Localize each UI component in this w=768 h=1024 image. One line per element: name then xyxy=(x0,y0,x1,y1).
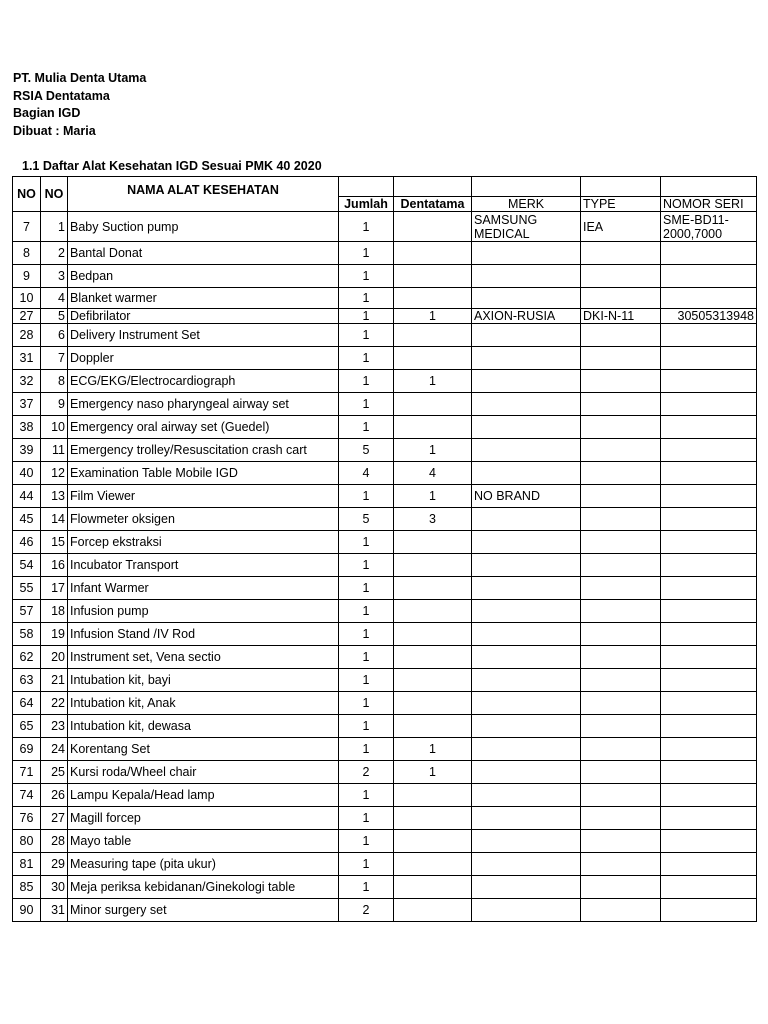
cell-no1: 85 xyxy=(13,876,41,899)
table-row xyxy=(13,212,757,242)
cell-no2: 21 xyxy=(41,669,68,692)
cell-no1: 90 xyxy=(13,899,41,922)
cell-no2: 30 xyxy=(41,876,68,899)
cell-dentatama: 1 xyxy=(394,485,472,508)
cell-no1: 46 xyxy=(13,531,41,554)
table-row xyxy=(13,416,757,439)
cell-no1: 45 xyxy=(13,508,41,531)
cell-nama: Emergency trolley/Resuscitation crash cart xyxy=(68,439,339,462)
header-blank-jumlah xyxy=(339,177,394,197)
table-row xyxy=(13,853,757,876)
cell-jumlah: 1 xyxy=(339,876,394,899)
table-row xyxy=(13,830,757,853)
cell-nama: Film Viewer xyxy=(68,485,339,508)
cell-jumlah: 1 xyxy=(339,309,394,324)
cell-type xyxy=(581,623,661,646)
header-blank-merk xyxy=(472,177,581,197)
cell-merk xyxy=(472,462,581,485)
cell-nama: Measuring tape (pita ukur) xyxy=(68,853,339,876)
cell-nama: Intubation kit, Anak xyxy=(68,692,339,715)
cell-dentatama: 3 xyxy=(394,508,472,531)
cell-nomor-seri xyxy=(661,485,757,508)
cell-nomor-seri xyxy=(661,439,757,462)
cell-no1: 58 xyxy=(13,623,41,646)
cell-no2: 26 xyxy=(41,784,68,807)
cell-type xyxy=(581,669,661,692)
cell-nama: Meja periksa kebidanan/Ginekologi table xyxy=(68,876,339,899)
table-row xyxy=(13,646,757,669)
cell-type: IEA xyxy=(581,212,661,242)
cell-no2: 16 xyxy=(41,554,68,577)
table-row xyxy=(13,715,757,738)
cell-merk: NO BRAND xyxy=(472,485,581,508)
cell-type xyxy=(581,899,661,922)
cell-jumlah: 1 xyxy=(339,212,394,242)
cell-merk xyxy=(472,554,581,577)
cell-jumlah: 1 xyxy=(339,393,394,416)
cell-no2: 13 xyxy=(41,485,68,508)
cell-merk: SAMSUNG MEDICAL xyxy=(472,212,581,242)
cell-jumlah: 1 xyxy=(339,324,394,347)
cell-nama: Emergency naso pharyngeal airway set xyxy=(68,393,339,416)
cell-no2: 6 xyxy=(41,324,68,347)
created-by: Dibuat : Maria xyxy=(13,124,96,139)
cell-type xyxy=(581,462,661,485)
cell-jumlah: 1 xyxy=(339,370,394,393)
cell-dentatama xyxy=(394,577,472,600)
cell-nama: Instrument set, Vena sectio xyxy=(68,646,339,669)
cell-jumlah: 1 xyxy=(339,646,394,669)
cell-nama: Intubation kit, bayi xyxy=(68,669,339,692)
cell-merk xyxy=(472,715,581,738)
table-row xyxy=(13,738,757,761)
header-merk: MERK xyxy=(472,197,581,212)
table-row xyxy=(13,577,757,600)
cell-jumlah: 2 xyxy=(339,761,394,784)
cell-no1: 57 xyxy=(13,600,41,623)
cell-type xyxy=(581,692,661,715)
table-row xyxy=(13,485,757,508)
cell-type xyxy=(581,554,661,577)
cell-nomor-seri xyxy=(661,554,757,577)
cell-type xyxy=(581,646,661,669)
cell-type xyxy=(581,600,661,623)
hospital-name: RSIA Dentatama xyxy=(13,88,110,103)
cell-jumlah: 1 xyxy=(339,600,394,623)
cell-nama: Infusion Stand /IV Rod xyxy=(68,623,339,646)
cell-merk xyxy=(472,738,581,761)
cell-dentatama xyxy=(394,623,472,646)
table-row xyxy=(13,899,757,922)
cell-jumlah: 1 xyxy=(339,577,394,600)
header-blank-seri xyxy=(661,177,757,197)
cell-nomor-seri xyxy=(661,265,757,288)
table-row xyxy=(13,531,757,554)
table-row xyxy=(13,462,757,485)
cell-dentatama xyxy=(394,288,472,309)
cell-no1: 62 xyxy=(13,646,41,669)
cell-type xyxy=(581,416,661,439)
cell-nama: Korentang Set xyxy=(68,738,339,761)
table-row xyxy=(13,692,757,715)
cell-dentatama: 1 xyxy=(394,370,472,393)
cell-nomor-seri xyxy=(661,393,757,416)
cell-nomor-seri xyxy=(661,531,757,554)
table-row xyxy=(13,669,757,692)
cell-no2: 14 xyxy=(41,508,68,531)
cell-nama: Delivery Instrument Set xyxy=(68,324,339,347)
cell-no1: 7 xyxy=(13,212,41,242)
cell-merk xyxy=(472,370,581,393)
cell-nomor-seri xyxy=(661,899,757,922)
cell-type xyxy=(581,761,661,784)
header-no2: NO xyxy=(41,177,68,212)
cell-nomor-seri xyxy=(661,577,757,600)
cell-nama: Mayo table xyxy=(68,830,339,853)
cell-no2: 15 xyxy=(41,531,68,554)
cell-type xyxy=(581,265,661,288)
cell-jumlah: 1 xyxy=(339,531,394,554)
cell-type xyxy=(581,807,661,830)
cell-type xyxy=(581,288,661,309)
cell-jumlah: 1 xyxy=(339,242,394,265)
cell-merk xyxy=(472,807,581,830)
cell-dentatama xyxy=(394,853,472,876)
cell-nomor-seri xyxy=(661,508,757,531)
cell-no1: 9 xyxy=(13,265,41,288)
cell-nomor-seri xyxy=(661,288,757,309)
cell-dentatama xyxy=(394,554,472,577)
cell-merk xyxy=(472,577,581,600)
cell-no1: 10 xyxy=(13,288,41,309)
cell-merk xyxy=(472,393,581,416)
cell-nama: Doppler xyxy=(68,347,339,370)
cell-merk xyxy=(472,600,581,623)
cell-no1: 31 xyxy=(13,347,41,370)
cell-no2: 10 xyxy=(41,416,68,439)
cell-no2: 27 xyxy=(41,807,68,830)
cell-no1: 28 xyxy=(13,324,41,347)
table-row xyxy=(13,370,757,393)
cell-type xyxy=(581,242,661,265)
cell-no1: 76 xyxy=(13,807,41,830)
cell-merk xyxy=(472,853,581,876)
cell-dentatama xyxy=(394,393,472,416)
cell-no1: 40 xyxy=(13,462,41,485)
cell-nama: Bantal Donat xyxy=(68,242,339,265)
cell-no1: 39 xyxy=(13,439,41,462)
cell-jumlah: 1 xyxy=(339,669,394,692)
cell-no1: 27 xyxy=(13,309,41,324)
header-blank-type xyxy=(581,177,661,197)
cell-type xyxy=(581,715,661,738)
cell-no2: 4 xyxy=(41,288,68,309)
cell-nama: Incubator Transport xyxy=(68,554,339,577)
cell-no2: 31 xyxy=(41,899,68,922)
cell-dentatama: 1 xyxy=(394,761,472,784)
cell-nama: Forcep ekstraksi xyxy=(68,531,339,554)
cell-type xyxy=(581,393,661,416)
cell-nomor-seri xyxy=(661,830,757,853)
cell-jumlah: 1 xyxy=(339,715,394,738)
cell-merk xyxy=(472,692,581,715)
cell-nomor-seri xyxy=(661,761,757,784)
cell-jumlah: 2 xyxy=(339,899,394,922)
cell-jumlah: 1 xyxy=(339,692,394,715)
cell-dentatama xyxy=(394,212,472,242)
cell-dentatama: 4 xyxy=(394,462,472,485)
cell-type xyxy=(581,738,661,761)
table-row xyxy=(13,324,757,347)
header-nomor-seri: NOMOR SERI xyxy=(661,197,757,212)
cell-no2: 17 xyxy=(41,577,68,600)
cell-jumlah: 1 xyxy=(339,288,394,309)
cell-nama: Infusion pump xyxy=(68,600,339,623)
cell-jumlah: 4 xyxy=(339,462,394,485)
cell-no1: 54 xyxy=(13,554,41,577)
cell-dentatama xyxy=(394,531,472,554)
cell-no1: 55 xyxy=(13,577,41,600)
cell-no2: 18 xyxy=(41,600,68,623)
cell-nomor-seri xyxy=(661,370,757,393)
cell-nama: Minor surgery set xyxy=(68,899,339,922)
cell-merk xyxy=(472,265,581,288)
cell-nomor-seri xyxy=(661,715,757,738)
cell-no2: 12 xyxy=(41,462,68,485)
cell-no2: 22 xyxy=(41,692,68,715)
cell-jumlah: 1 xyxy=(339,784,394,807)
cell-no2: 25 xyxy=(41,761,68,784)
cell-nomor-seri xyxy=(661,669,757,692)
table-row xyxy=(13,265,757,288)
cell-dentatama xyxy=(394,715,472,738)
cell-dentatama xyxy=(394,784,472,807)
cell-jumlah: 1 xyxy=(339,807,394,830)
cell-dentatama xyxy=(394,646,472,669)
header-no1: NO xyxy=(13,177,41,212)
cell-type xyxy=(581,347,661,370)
cell-nama: Intubation kit, dewasa xyxy=(68,715,339,738)
document-header xyxy=(13,70,146,141)
cell-merk xyxy=(472,416,581,439)
cell-dentatama xyxy=(394,830,472,853)
cell-nama: Defibrilator xyxy=(68,309,339,324)
cell-no2: 11 xyxy=(41,439,68,462)
cell-merk xyxy=(472,623,581,646)
cell-jumlah: 1 xyxy=(339,347,394,370)
table-row xyxy=(13,508,757,531)
equipment-table xyxy=(12,176,757,922)
cell-no1: 69 xyxy=(13,738,41,761)
cell-jumlah: 1 xyxy=(339,738,394,761)
cell-type xyxy=(581,830,661,853)
cell-nomor-seri xyxy=(661,876,757,899)
cell-type xyxy=(581,577,661,600)
cell-jumlah: 1 xyxy=(339,265,394,288)
cell-no2: 29 xyxy=(41,853,68,876)
cell-no2: 1 xyxy=(41,212,68,242)
cell-nama: Lampu Kepala/Head lamp xyxy=(68,784,339,807)
cell-nomor-seri xyxy=(661,462,757,485)
cell-nama: Infant Warmer xyxy=(68,577,339,600)
cell-type xyxy=(581,853,661,876)
table-row xyxy=(13,347,757,370)
table-row xyxy=(13,600,757,623)
cell-merk xyxy=(472,761,581,784)
table-row xyxy=(13,242,757,265)
cell-dentatama: 1 xyxy=(394,439,472,462)
cell-type xyxy=(581,370,661,393)
cell-merk xyxy=(472,646,581,669)
cell-no2: 20 xyxy=(41,646,68,669)
department-name: Bagian IGD xyxy=(13,106,81,121)
cell-nomor-seri xyxy=(661,646,757,669)
cell-jumlah: 1 xyxy=(339,485,394,508)
cell-merk xyxy=(472,242,581,265)
cell-merk xyxy=(472,288,581,309)
cell-jumlah: 5 xyxy=(339,439,394,462)
cell-dentatama xyxy=(394,876,472,899)
cell-dentatama xyxy=(394,600,472,623)
header-nama: NAMA ALAT KESEHATAN xyxy=(68,177,339,212)
cell-type xyxy=(581,439,661,462)
cell-no2: 23 xyxy=(41,715,68,738)
cell-nomor-seri xyxy=(661,807,757,830)
cell-nama: ECG/EKG/Electrocardiograph xyxy=(68,370,339,393)
cell-dentatama xyxy=(394,347,472,370)
section-title: 1.1 Daftar Alat Kesehatan IGD Sesuai PMK 40 2020 xyxy=(22,159,322,173)
cell-no1: 71 xyxy=(13,761,41,784)
header-type: TYPE xyxy=(581,197,661,212)
cell-nomor-seri xyxy=(661,242,757,265)
cell-nama: Blanket warmer xyxy=(68,288,339,309)
cell-no1: 8 xyxy=(13,242,41,265)
cell-no1: 44 xyxy=(13,485,41,508)
cell-dentatama xyxy=(394,416,472,439)
cell-jumlah: 1 xyxy=(339,830,394,853)
cell-no2: 7 xyxy=(41,347,68,370)
cell-no2: 5 xyxy=(41,309,68,324)
cell-type xyxy=(581,485,661,508)
header-blank-dentatama xyxy=(394,177,472,197)
cell-type xyxy=(581,531,661,554)
cell-merk xyxy=(472,784,581,807)
cell-nama: Magill forcep xyxy=(68,807,339,830)
cell-dentatama xyxy=(394,324,472,347)
cell-nomor-seri xyxy=(661,738,757,761)
cell-dentatama xyxy=(394,669,472,692)
cell-dentatama xyxy=(394,807,472,830)
cell-merk xyxy=(472,439,581,462)
cell-no2: 9 xyxy=(41,393,68,416)
cell-no2: 3 xyxy=(41,265,68,288)
cell-nomor-seri xyxy=(661,623,757,646)
cell-nomor-seri xyxy=(661,692,757,715)
cell-no1: 74 xyxy=(13,784,41,807)
cell-merk xyxy=(472,899,581,922)
cell-type xyxy=(581,876,661,899)
cell-dentatama xyxy=(394,242,472,265)
cell-no2: 2 xyxy=(41,242,68,265)
table-row xyxy=(13,554,757,577)
header-jumlah: Jumlah xyxy=(339,197,394,212)
cell-no2: 24 xyxy=(41,738,68,761)
company-name: PT. Mulia Denta Utama xyxy=(13,71,147,85)
cell-merk xyxy=(472,324,581,347)
cell-jumlah: 1 xyxy=(339,853,394,876)
cell-dentatama xyxy=(394,265,472,288)
cell-nama: Emergency oral airway set (Guedel) xyxy=(68,416,339,439)
cell-nama: Kursi roda/Wheel chair xyxy=(68,761,339,784)
table-row xyxy=(13,876,757,899)
cell-no1: 80 xyxy=(13,830,41,853)
table-row xyxy=(13,393,757,416)
cell-nama: Examination Table Mobile IGD xyxy=(68,462,339,485)
cell-no1: 81 xyxy=(13,853,41,876)
cell-nomor-seri xyxy=(661,600,757,623)
cell-dentatama: 1 xyxy=(394,738,472,761)
cell-jumlah: 1 xyxy=(339,623,394,646)
cell-no1: 38 xyxy=(13,416,41,439)
table-row xyxy=(13,784,757,807)
cell-jumlah: 1 xyxy=(339,554,394,577)
cell-type xyxy=(581,784,661,807)
table-row xyxy=(13,288,757,309)
cell-type xyxy=(581,508,661,531)
cell-dentatama: 1 xyxy=(394,309,472,324)
cell-nomor-seri xyxy=(661,347,757,370)
cell-merk xyxy=(472,876,581,899)
cell-no2: 8 xyxy=(41,370,68,393)
cell-no2: 28 xyxy=(41,830,68,853)
table-row xyxy=(13,623,757,646)
cell-no1: 37 xyxy=(13,393,41,416)
cell-jumlah: 5 xyxy=(339,508,394,531)
cell-type: DKI-N-11 xyxy=(581,309,661,324)
cell-merk xyxy=(472,347,581,370)
cell-merk xyxy=(472,531,581,554)
table-row xyxy=(13,807,757,830)
cell-nomor-seri xyxy=(661,324,757,347)
cell-no2: 19 xyxy=(41,623,68,646)
cell-nama: Bedpan xyxy=(68,265,339,288)
cell-nomor-seri xyxy=(661,853,757,876)
cell-jumlah: 1 xyxy=(339,416,394,439)
cell-merk xyxy=(472,830,581,853)
table-row xyxy=(13,439,757,462)
cell-merk: AXION-RUSIA xyxy=(472,309,581,324)
cell-nomor-seri: SME-BD11-2000,7000 xyxy=(661,212,757,242)
cell-dentatama xyxy=(394,899,472,922)
cell-no1: 65 xyxy=(13,715,41,738)
cell-merk xyxy=(472,669,581,692)
cell-nama: Flowmeter oksigen xyxy=(68,508,339,531)
cell-no1: 63 xyxy=(13,669,41,692)
cell-merk xyxy=(472,508,581,531)
cell-nama: Baby Suction pump xyxy=(68,212,339,242)
cell-nomor-seri: 30505313948 xyxy=(661,309,757,324)
cell-type xyxy=(581,324,661,347)
cell-no1: 32 xyxy=(13,370,41,393)
cell-no1: 64 xyxy=(13,692,41,715)
cell-dentatama xyxy=(394,692,472,715)
table-row xyxy=(13,761,757,784)
header-dentatama: Dentatama xyxy=(394,197,472,212)
cell-nomor-seri xyxy=(661,416,757,439)
table-row xyxy=(13,309,757,324)
cell-nomor-seri xyxy=(661,784,757,807)
